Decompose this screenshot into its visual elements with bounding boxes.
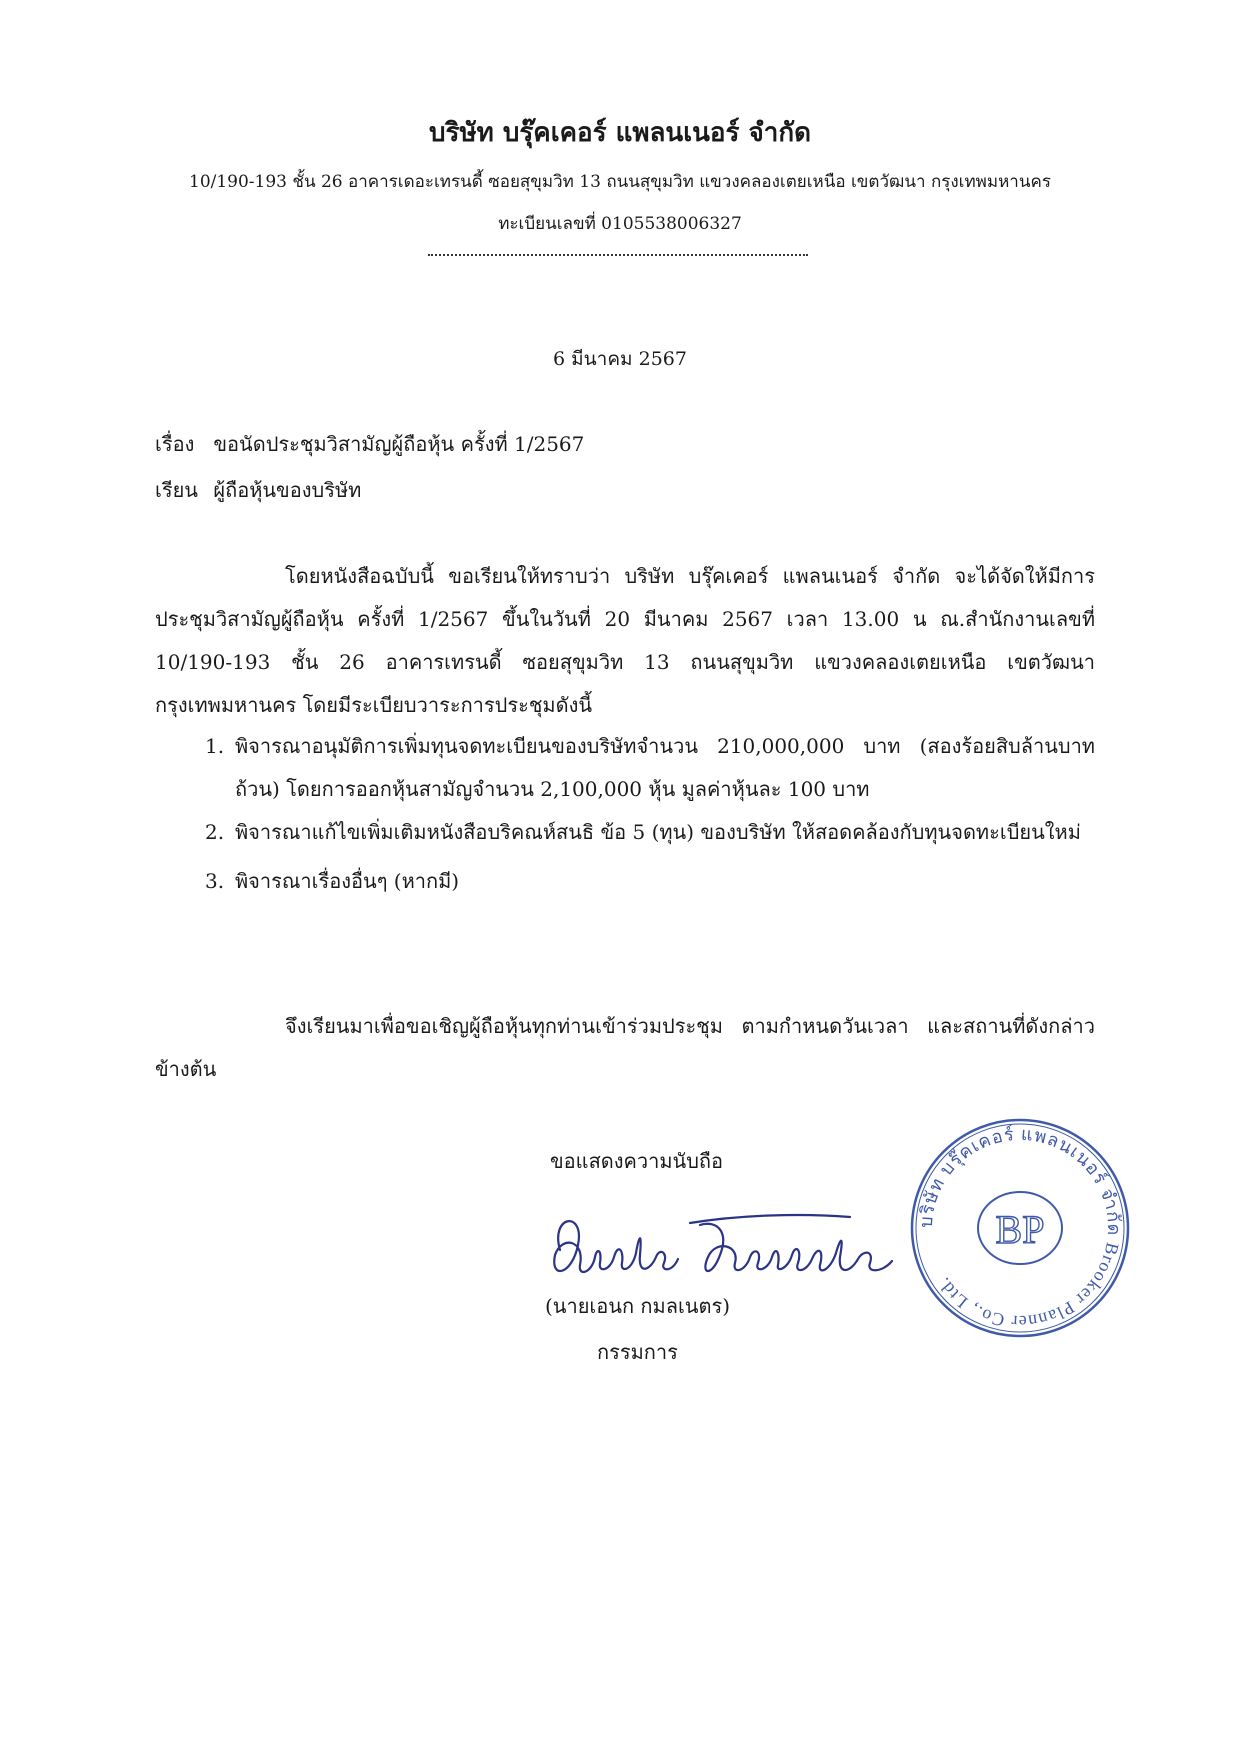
agenda-number: 2. [205,820,225,844]
signer-title: กรรมการ [597,1340,678,1364]
recipient-text: ผู้ถือหุ้นของบริษัท [213,478,362,502]
header-divider [428,254,808,256]
agenda-item [205,860,1095,903]
agenda-item [205,725,1095,811]
letter-date: 6 มีนาคม 2567 [553,348,687,370]
intro-paragraph: โดยหนังสือฉบับนี้ ขอเรียนให้ทราบว่า บริษัท บรุ๊คเคอร์ แพลนเนอร์ จำกัด จะได้จัดให้มีการประชุมวิสามัญผู้ถือหุ้น ครั้งที่ 1/2567 ขึ้นในวันที่ 20 มีนาคม 2567 เวลา 13.00 น ณ.สำนักงานเลขที่ 10/190-193 ชั้น 26 อาคารเทรนดี้ ซอยสุขุมวิท 13 ถนนสุขุมวิท แขวงคลองเตยเหนือ เขตวัฒนา กรุงเทพมหานคร โดยมีระเบียบวาระการประชุมดังนี้ [155,564,1095,717]
svg-text:BP: BP [995,1207,1045,1252]
subject-line [155,428,584,460]
agenda-text: พิจารณาอนุมัติการเพิ่มทุนจดทะเบียนของบริษัทจำนวน 210,000,000 บาท (สองร้อยสิบล้านบาทถ้วน) โดยการออกหุ้นสามัญจำนวน 2,100,000 หุ้น มูลค่าหุ้นละ 100 บาท [235,734,1095,801]
recipient-line [155,474,361,506]
agenda-list [205,725,1095,903]
subject-label: เรื่อง [155,432,195,456]
company-address: 10/190-193 ชั้น 26 อาคารเดอะเทรนดี้ ซอยสุขุมวิท 13 ถนนสุขุมวิท แขวงคลองเตยเหนือ เขตวัฒนา กรุงเทพมหานคร [189,172,1051,192]
company-registration: ทะเบียนเลขที่ 0105538006327 [498,214,742,234]
subject-text: ขอนัดประชุมวิสามัญผู้ถือหุ้น ครั้งที่ 1/2567 [213,432,585,456]
signer-name: (นายเอนก กมลเนตร) [545,1294,730,1318]
salutation: ขอแสดงความนับถือ [550,1149,724,1173]
closing-paragraph: จึงเรียนมาเพื่อขอเชิญผู้ถือหุ้นทุกท่านเข้าร่วมประชุม ตามกำหนดวันเวลา และสถานที่ดังกล่าวข้างต้น [155,1014,1095,1081]
company-name: บริษัท บรุ๊คเคอร์ แพลนเนอร์ จำกัด [429,118,811,148]
agenda-item [205,811,1095,854]
handwritten-signature [540,1195,910,1305]
agenda-number: 3. [205,869,225,893]
agenda-text: พิจารณาแก้ไขเพิ่มเติมหนังสือบริคณห์สนธิ ข้อ 5 (ทุน) ของบริษัท ให้สอดคล้องกับทุนจดทะเบียนใหม่ [235,820,1081,844]
agenda-number: 1. [205,734,225,758]
agenda-text: พิจารณาเรื่องอื่นๆ (หากมี) [235,869,460,893]
svg-text:บริษัท บรุ๊คเคอร์ แพลนเนอร์ จำ: บริษัท บรุ๊คเคอร์ แพลนเนอร์ จำกัด Brooker Planner Co., Ltd. [915,1123,1125,1333]
recipient-label: เรียน [155,478,198,502]
company-seal-stamp [905,1113,1135,1343]
